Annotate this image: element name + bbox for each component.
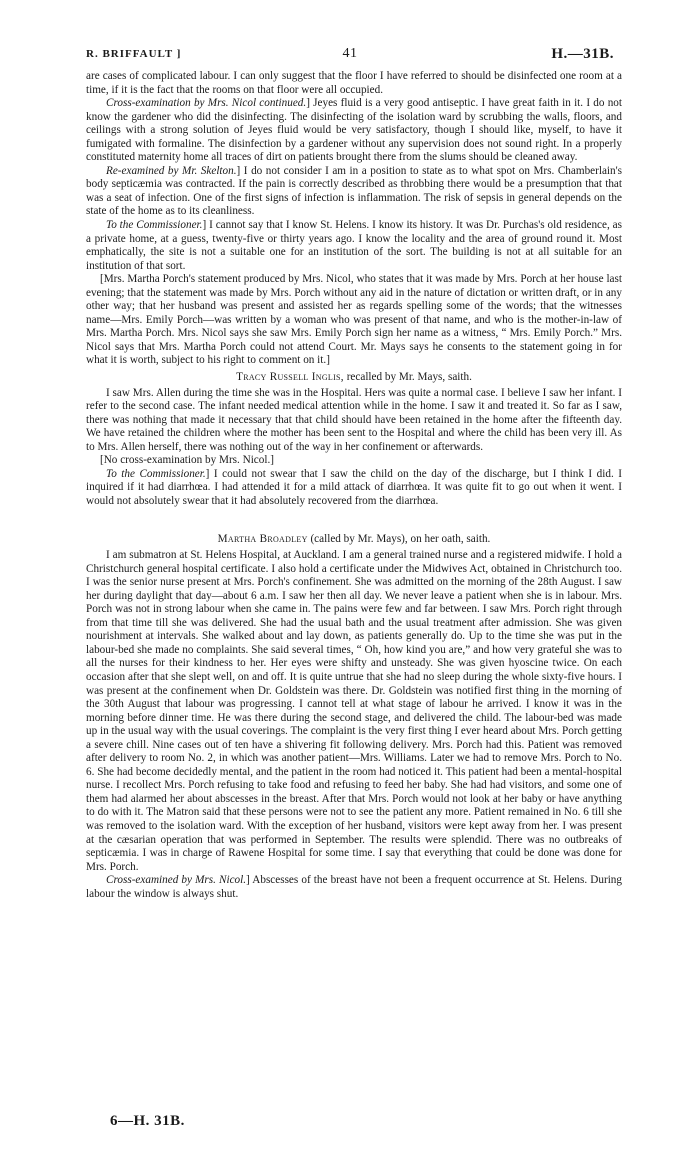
paragraph-text: ] I cannot say that I know St. Helens. I know its history. It was Dr. Purchas's old residence, as a private home, at a guess, twenty-five or thirty years ago. I know the locality and the area of ground round it. Most emphatically, the site is not a suitable one for an institution of the sort. The building is not at all suitable for an institution of that sort. xyxy=(86,219,622,272)
witness-name: Martha Broadley xyxy=(217,532,308,545)
paragraph-text: are cases of complicated labour. I can only suggest that the floor I have referred to should be disinfected one room at a time, if it is the fact that the rooms on that floor were all occupied. xyxy=(86,70,622,96)
page-signature: 6—H. 31B. xyxy=(110,1113,185,1129)
witness-heading-text: recalled by Mr. Mays, saith. xyxy=(343,371,472,384)
paragraph-re-examined xyxy=(86,165,622,219)
paragraph-text: I am submatron at St. Helens Hospital, at Auckland. I am a general trained nurse and a registered midwife. I hold a Christchurch general hospital certificate. I also hold a certificate under the Midwives Act, obtained in Christchurch too. I was the senior nurse present at Mrs. Porch's confinement. She was admitted on the morning of the 28th August. I saw her during daylight that day—about 6 a.m. I saw her then all day. We never leave a patient when she is in labour. Mrs. Porch was not in strong labour when she came in. The pains were few and far between. I saw Mrs. Porch right through from that time till she was delivered. She had the usual bath and the usual treatment after admission. She was given nourishment at intervals. She walked about and lay down, as patients generally do. Up to the time she was put in the labour-bed she made no complaints. She said several times, “ Oh, how kind you are,” and how very grateful she was to all the nurses for their kindness to her. Her eyes were shifty and unsteady. She was given hyoscine twice. On each occasion after that she slept well, on and off. It is quite untrue that she had no sleep during the whole sixty-five hours. I was present at the confinement when Dr. Goldstein was there. Dr. Goldstein was notified first thing in the morning of the 30th August that labour was progressing. I cannot tell at what stage of labour he arrived. I know it was in the morning before dinner time. He was there during the second stage, and delivered the child. The labour-bed was made up in the usual way with the usual coverings. The complaint is the very first thing I ever heard about Mrs. Porch getting a severe chill. Nine cases out of ten have a shivering fit following delivery. Mrs. Porch had this. Patient was removed after delivery to room No. 2, in which was another patient—Mrs. Williams. Later we had to remove Mrs. Porch to No. 6. She had become decidedly mental, and the patient in the room had noticed it. This patient had been a mental-hospital nurse. I recollect Mrs. Porch refusing to take food and refusing to feed her baby. She had had visitors, and some one of them had alarmed her about abscesses in the breast. After that Mrs. Porch would not look at her baby or have anything to do with it. The Matron said that these persons were not to see the patient any more. Patient remained in No. 6 till she was removed to the isolation ward. With the exception of her husband, visitors were kept away from her. I was present at the cæsarian operation that was performed in September. The results were splendid. There was no outbreaks of septicæmia. I was in charge of Rawene Hospital for some time. I say that everything that could be done was done for Mrs. Porch. xyxy=(86,549,622,873)
document-body xyxy=(86,70,622,901)
paragraph-text: [Mrs. Martha Porch's statement produced by Mrs. Nicol, who states that it was made by Mrs. Porch at her house last evening; that the statement was made by Mrs. Porch without any aid in the nature of dictation or written draft, or in any other way; that her husband was present and assisted her as regards spelling some of the words; that the witnesses name—Mrs. Emily Porch—was written by a woman who was present of that name, and who is the mother-in-law of Mrs. Martha Porch. Mrs. Nicol says she saw Mrs. Emily Porch sign her name as a witness, “ Mrs. Emily Porch.” Mrs. Nicol says that Mrs. Martha Porch could not attend Court. Mr. Mays says he consents to the statement going in for what it is worth, subject to his right to comment on it.] xyxy=(86,273,622,367)
page-number: 41 xyxy=(342,46,358,61)
paragraph-cross-examined xyxy=(86,874,622,901)
paragraph-text: ] Jeyes fluid is a very good antiseptic. I have great faith in it. I do not know the gardener who did the disinfecting. The disinfecting of the isolation ward by scrubbing the walls, floors, and ceilings with a strong solution of Jeyes fluid would be very satisfactory, though I should like, myself, to have it fumigated with formaline. The disinfection by a gardener without any supervision does not sound right. In a properly constituted maternity home all traces of dirt on patients brought there from the slums should be cleaned away. xyxy=(86,97,622,164)
header-author: R. BRIFFAULT ] xyxy=(86,48,182,60)
paragraph-statement-note xyxy=(86,273,622,368)
paragraph-no-cross xyxy=(86,454,622,468)
paragraph-lead: Cross-examined by Mrs. Nicol. xyxy=(106,874,247,887)
paragraph-text: ] I could not swear that I saw the child on the day of the discharge, but I think I did. I inquired if it had diarrhœa. I had attended it for a mild attack of diarrhœa. It was quite fit to go out when it went. I would not absolutely swear that it had absolutely recovered from the diarrhœa. xyxy=(86,467,622,507)
witness-heading-broadley xyxy=(86,533,622,547)
paragraph-lead: To the Commissioner. xyxy=(106,467,206,480)
page-header xyxy=(86,46,614,68)
paragraph-broadley-evidence xyxy=(86,549,622,874)
paragraph-text: ] Abscesses of the breast have not been a frequent occurrence at St. Helens. During labour the window is always shut. xyxy=(86,874,622,900)
paragraph-lead: Cross-examination by Mrs. Nicol continued. xyxy=(106,97,307,110)
witness-heading-text: (called by Mr. Mays), on her oath, saith. xyxy=(307,532,491,545)
witness-heading-inglis xyxy=(86,371,622,385)
paragraph-to-commissioner xyxy=(86,219,622,273)
paragraph-continued xyxy=(86,70,622,97)
paragraph-lead: To the Commissioner. xyxy=(106,219,203,232)
paragraph-text: [No cross-examination by Mrs. Nicol.] xyxy=(100,454,274,467)
paragraph-text: I saw Mrs. Allen during the time she was in the Hospital. Hers was quite a normal case. I believe I saw her infant. I refer to the second case. The infant needed medical attention while in the home. I saw it and treated it. So far as I saw, there was nothing that made it necessary that that child should have been retained in the home after the fifteenth day. We have retained the children where the mother has been sent to the Hospital and where the child has been very ill. As to Mrs. Allen herself, there was nothing out of the way in her confinement or afterwards. xyxy=(86,386,622,453)
header-reference: H.—31B. xyxy=(551,46,614,62)
paragraph-lead: Re-examined by Mr. Skelton. xyxy=(106,164,237,177)
paragraph-inglis-evidence xyxy=(86,387,622,455)
witness-name: Tracy Russell Inglis, xyxy=(236,371,344,384)
paragraph-text: ] I do not consider I am in a position to state as to what spot on Mrs. Chamberlain's body septicæmia was contracted. If the pain is correctly described as throbbing there would be a presumption that that was a seat of infection. One of the first signs of infection is inflammation. The risk of sepsis in general depends on the state of the home as to its cleanliness. xyxy=(86,164,623,218)
paragraph-to-commissioner-2 xyxy=(86,468,622,509)
paragraph-cross-examination xyxy=(86,97,622,165)
